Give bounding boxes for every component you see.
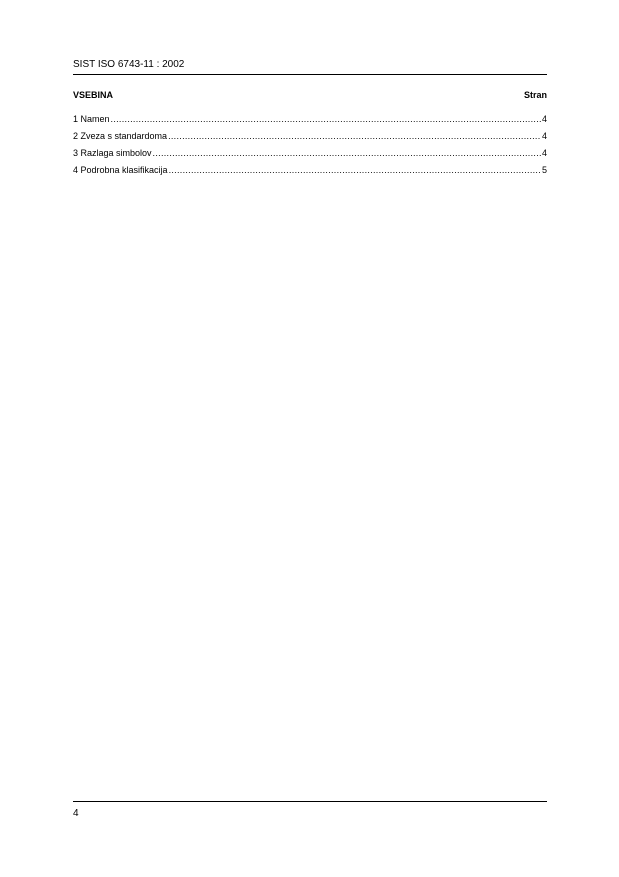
toc-entry[interactable] bbox=[73, 165, 547, 182]
toc-entry-title: 2 Zveza s standardoma bbox=[73, 131, 168, 141]
footer-page-number: 4 bbox=[73, 808, 79, 819]
header-divider bbox=[73, 74, 547, 75]
toc-entry-page: 4 bbox=[541, 131, 547, 141]
toc-entry[interactable] bbox=[73, 148, 547, 165]
toc-dot-leader bbox=[111, 114, 541, 125]
toc-entry[interactable] bbox=[73, 114, 547, 131]
toc-dot-leader bbox=[169, 165, 541, 176]
toc-heading-row bbox=[73, 90, 547, 101]
toc-entry-page: 4 bbox=[541, 114, 547, 124]
footer-divider bbox=[73, 801, 547, 802]
toc-entry-title: 4 Podrobna klasifikacija bbox=[73, 165, 168, 175]
toc-entry[interactable] bbox=[73, 131, 547, 148]
toc-entry-page: 5 bbox=[541, 165, 547, 175]
table-of-contents bbox=[73, 114, 547, 182]
toc-entry-title: 1 Namen bbox=[73, 114, 110, 124]
toc-entry-page: 4 bbox=[541, 148, 547, 158]
toc-dot-leader bbox=[168, 131, 541, 142]
toc-page-column-label: Stran bbox=[523, 90, 547, 100]
toc-heading: VSEBINA bbox=[73, 90, 114, 100]
running-header-document-id: SIST ISO 6743-11 : 2002 bbox=[73, 59, 185, 70]
toc-dot-leader bbox=[153, 148, 541, 159]
toc-entry-title: 3 Razlaga simbolov bbox=[73, 148, 152, 158]
